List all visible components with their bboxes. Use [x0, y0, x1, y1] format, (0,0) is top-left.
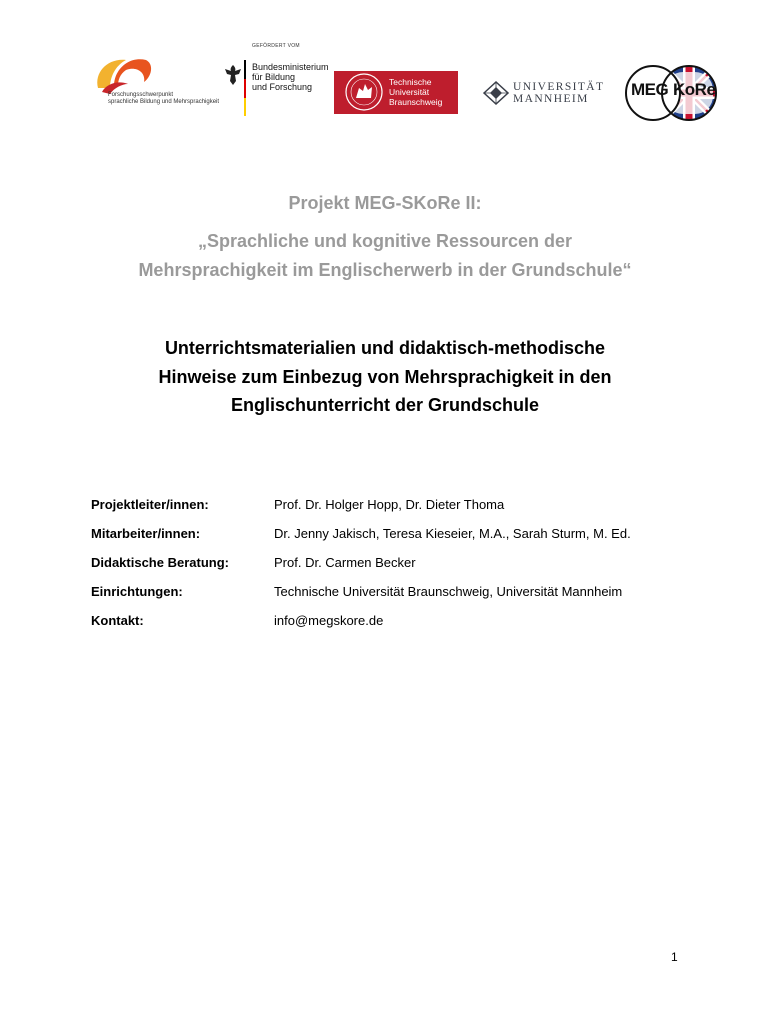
bmbf-name: Bundesministerium für Bildung und Forschung [252, 62, 329, 92]
contact-email[interactable]: info@megskore.de [274, 613, 384, 628]
info-label: Kontakt: [91, 613, 144, 628]
info-row-staff [91, 526, 691, 546]
project-subtitle-line1: „Sprachliche und kognitive Ressourcen der [197, 231, 573, 251]
forschungsschwerpunkt-line1: Forschungsschwerpunkt [108, 92, 174, 98]
tu-seal-icon [344, 72, 384, 112]
info-label: Projektleiter/innen: [91, 497, 209, 512]
info-row-institutions [91, 584, 691, 604]
info-row-contact [91, 613, 691, 633]
info-row-didactic-advice [91, 555, 691, 575]
document-title-line2: Hinweise zum Einbezug von Mehrsprachigkeit in den [158, 367, 612, 387]
forschungsschwerpunkt-text [108, 92, 219, 106]
info-value: Prof. Dr. Carmen Becker [274, 555, 416, 570]
info-label: Mitarbeiter/innen: [91, 526, 201, 541]
bmbf-logo [222, 40, 332, 120]
info-label: Einrichtungen: [91, 584, 183, 599]
document-title-line3: Englischunterricht der Grundschule [230, 395, 540, 415]
flag-black-stripe [244, 60, 246, 79]
document-title-line1: Unterrichtsmaterialien und didaktisch-methodische [164, 338, 606, 358]
forschungsschwerpunkt-line2: sprachliche Bildung und Mehrsprachigkeit [108, 99, 220, 105]
megskore-logo [623, 62, 719, 124]
uni-mannheim-line1: UNIVERSITÄT [513, 81, 605, 93]
mannheim-crest-icon [482, 80, 510, 106]
info-value: Technische Universität Braunschweig, Universität Mannheim [274, 584, 623, 599]
flag-gold-stripe [244, 98, 246, 116]
info-row-project-leads [91, 497, 691, 517]
tu-braunschweig-logo [334, 71, 458, 114]
megskore-left-text: MEG [631, 80, 669, 99]
tu-braunschweig-name: Technische Universität Braunschweig [389, 77, 443, 107]
logo-row [0, 0, 770, 130]
flag-red-stripe [244, 79, 246, 98]
info-value: Prof. Dr. Holger Hopp, Dr. Dieter Thoma [274, 497, 505, 512]
forschungsschwerpunkt-swirl-icon [88, 52, 158, 94]
megskore-right-text: KoRe [673, 80, 716, 99]
info-label: Didaktische Beratung: [91, 555, 229, 570]
funded-by-label: GEFÖRDERT VOM [252, 43, 300, 49]
project-title: Projekt MEG-SKoRe II: [288, 193, 482, 213]
federal-eagle-icon [224, 64, 242, 86]
forschungsschwerpunkt-logo [88, 52, 228, 114]
uni-mannheim-logo [480, 72, 605, 112]
uni-mannheim-line2: MANNHEIM [513, 93, 589, 105]
page-number: 1 [671, 950, 678, 964]
project-subtitle-line2: Mehrsprachigkeit im Englischerwerb in der Grundschule“ [138, 260, 632, 280]
info-value: Dr. Jenny Jakisch, Teresa Kieseier, M.A., Sarah Sturm, M. Ed. [274, 526, 631, 541]
